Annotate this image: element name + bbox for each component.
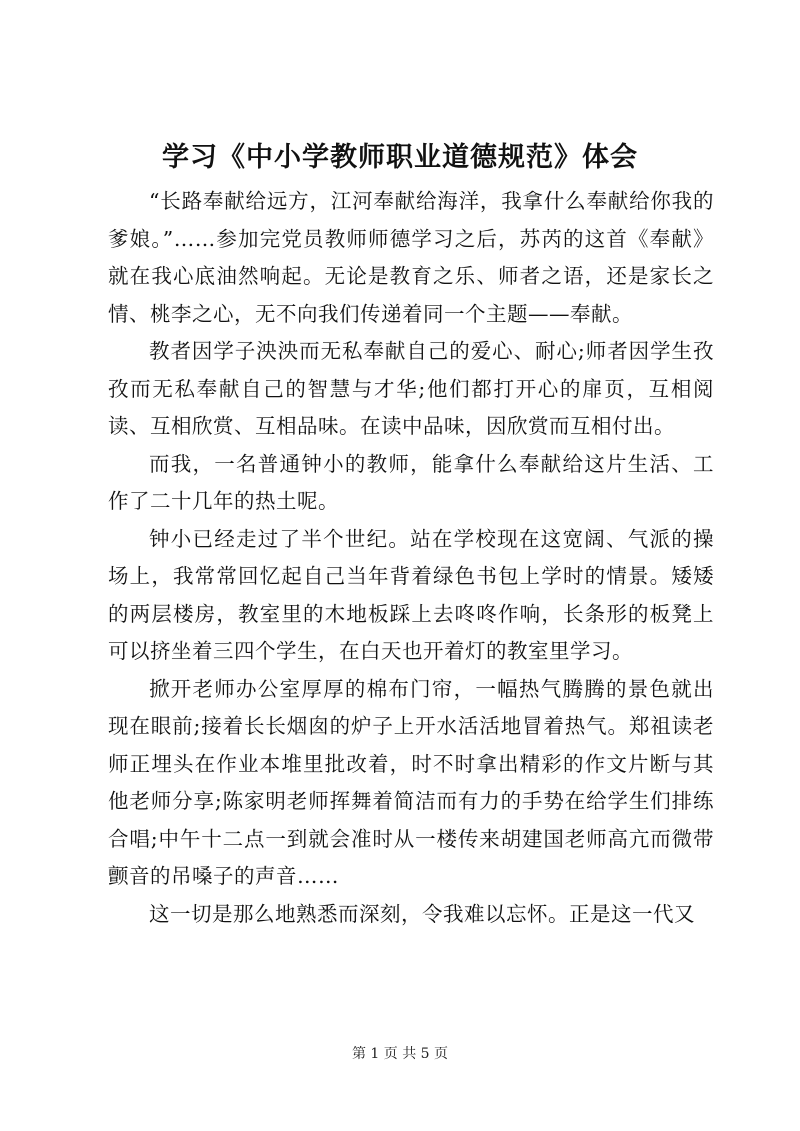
document-title: 学习《中小学教师职业道德规范》体会 [162, 142, 638, 173]
paragraph: 而我，一名普通钟小的教师，能拿什么奉献给这片生活、工作了二十几年的热土呢。 [108, 451, 714, 513]
paragraph: “长路奉献给远方，江河奉献给海洋，我拿什么奉献给你我的爹娘。”……参加完党员教师师德学习之后，苏芮的这首《奉献》就在我心底油然响起。无论是教育之乐、师者之语，还是家长之情、桃李之心，无不向我们传递着同一个主题——奉献。 [108, 189, 714, 326]
page-indicator: 第 1 页 共 5 页 [351, 1046, 449, 1062]
paragraph: 这一切是那么地熟悉而深刻，令我难以忘怀。正是这一代又 [149, 901, 695, 926]
paragraph: 钟小已经走过了半个世纪。站在学校现在这宽阔、气派的操场上，我常常回忆起自己当年背着绿色书包上学时的情景。矮矮的两层楼房，教室里的木地板踩上去咚咚作响，长条形的板凳上可以挤坐着三四个学生，在白天也开着灯的教室里学习。 [108, 526, 714, 663]
paragraph: 掀开老师办公室厚厚的棉布门帘，一幅热气腾腾的景色就出现在眼前;接着长长烟囱的炉子上开水活活地冒着热气。郑祖读老师正埋头在作业本堆里批改着，时不时拿出精彩的作文片断与其他老师分享;陈家明老师挥舞着简洁而有力的手势在给学生们排练合唱;中午十二点一到就会准时从一楼传来胡建国老师高亢而微带颤音的吊嗓子的声音…… [108, 676, 714, 888]
paragraph: 教者因学子泱泱而无私奉献自己的爱心、耐心;师者因学生孜孜而无私奉献自己的智慧与才华;他们都打开心的扉页，互相阅读、互相欣赏、互相品味。在读中品味，因欣赏而互相付出。 [108, 339, 714, 438]
document-body [108, 183, 714, 933]
